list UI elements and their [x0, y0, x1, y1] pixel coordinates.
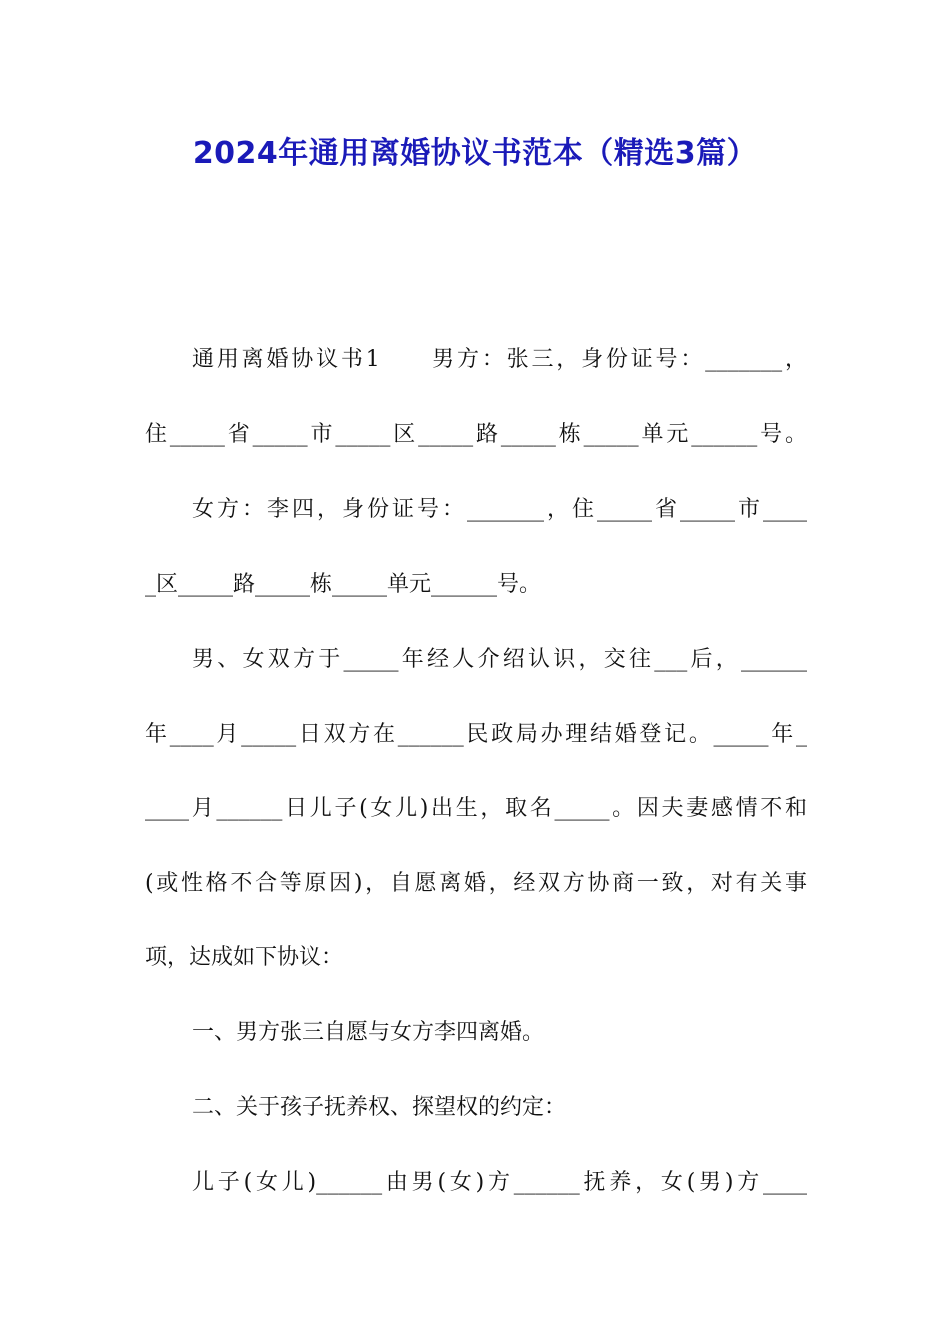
- paragraph-line-5: 男、女双方于_____年经人介绍认识，交往___后，______: [192, 647, 807, 672]
- paragraph-line-4: _区_____路_____栋_____单元______号。: [145, 572, 542, 597]
- clause-two-heading: 二、关于孩子抚养权、探望权的约定：: [192, 1095, 567, 1120]
- clause-two-line-1: 儿子(女儿)______由男(女)方______抚养，女(男)方____: [192, 1170, 807, 1195]
- document-title: 2024年通用离婚协议书范本（精选3篇）: [192, 136, 758, 171]
- paragraph-line-9: 项，达成如下协议：: [145, 945, 344, 970]
- paragraph-line-7: ____月______日儿子(女儿)出生，取名_____。因夫妻感情不和: [145, 796, 807, 821]
- clause-one: 一、男方张三自愿与女方李四离婚。: [192, 1020, 545, 1045]
- paragraph-line-6: 年____月_____日双方在______民政局办理结婚登记。_____年_: [145, 722, 807, 747]
- paragraph-line-3: 女方：李四，身份证号：_______，住_____省_____市____: [192, 497, 807, 522]
- paragraph-line-8: (或性格不合等原因)，自愿离婚，经双方协商一致，对有关事: [145, 871, 807, 896]
- paragraph-line-2: 住_____省_____市_____区_____路_____栋_____单元______号。: [145, 422, 807, 447]
- paragraph-line-1: 通用离婚协议书1 男方：张三，身份证号：_______，: [192, 347, 807, 372]
